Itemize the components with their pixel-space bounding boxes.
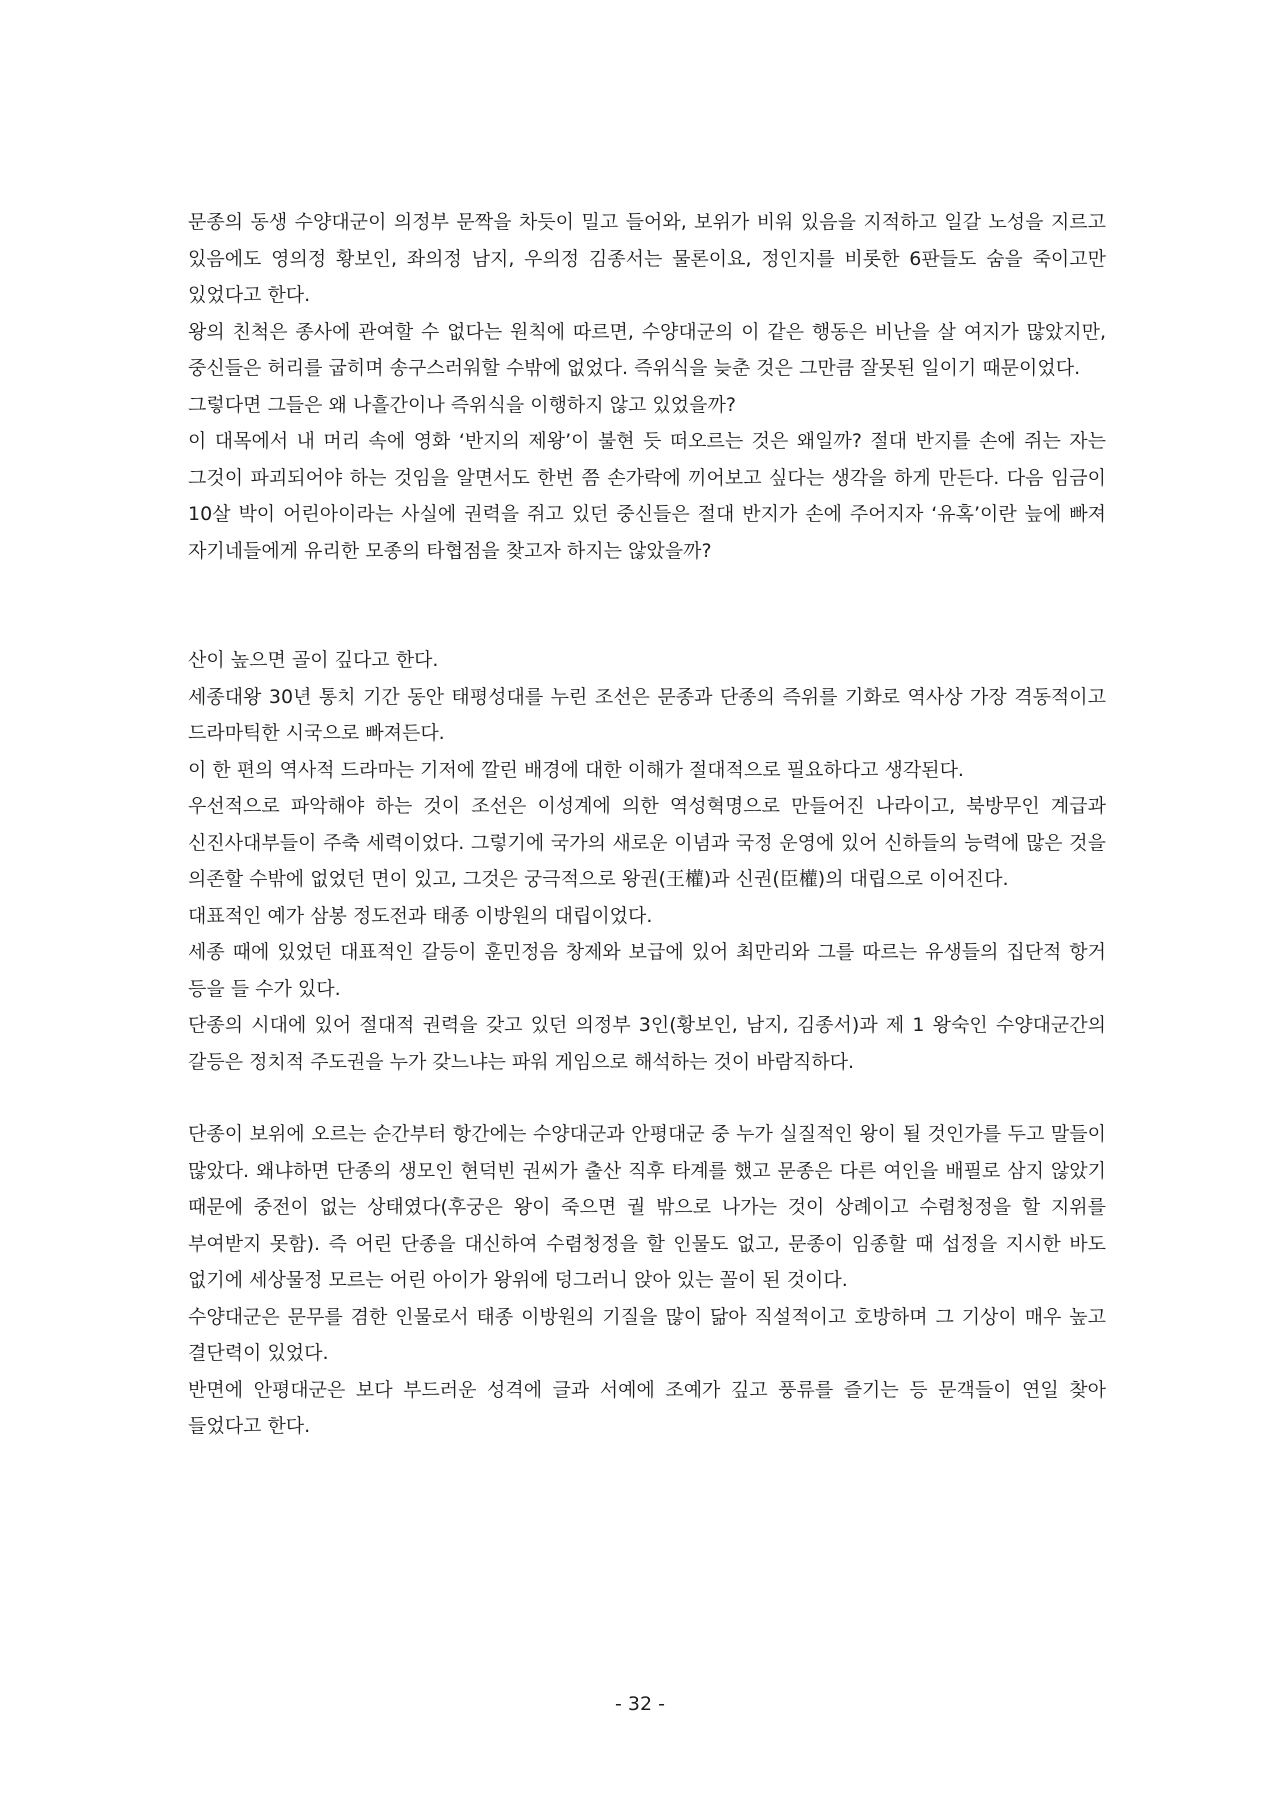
paragraph: 대표적인 예가 삼봉 정도전과 태종 이방원의 대립이었다.	[188, 904, 653, 927]
paragraph: 세종 때에 있었던 대표적인 갈등이 훈민정음 창제와 보급에 있어 최만리와 그를 따르는 유생들의 집단적 항거 등을 들 수가 있다.	[188, 941, 1106, 1000]
paragraph: 반면에 안평대군은 보다 부드러운 성격에 글과 서예에 조예가 깊고 풍류를 즐기는 등 문객들이 연일 찾아 들었다고 한다.	[188, 1378, 1106, 1437]
paragraph: 그렇다면 그들은 왜 나흘간이나 즉위식을 이행하지 않고 있었을까?	[188, 393, 736, 416]
paragraph: 세종대왕 30년 통치 기간 동안 태평성대를 누린 조선은 문종과 단종의 즉위를 기화로 역사상 가장 격동적이고 드라마틱한 시국으로 빠져든다.	[188, 685, 1106, 744]
paragraph: 수양대군은 문무를 겸한 인물로서 태종 이방원의 기질을 많이 닮아 직설적이고 호방하며 그 기상이 매우 높고 결단력이 있었다.	[188, 1305, 1106, 1364]
paragraph: 이 한 편의 역사적 드라마는 기저에 깔린 배경에 대한 이해가 절대적으로 필요하다고 생각된다.	[188, 758, 964, 781]
page-number: - 32 -	[615, 1693, 665, 1715]
paragraph: 우선적으로 파악해야 하는 것이 조선은 이성계에 의한 역성혁명으로 만들어진 나라이고, 북방무인 계급과 신진사대부들이 주축 세력이었다. 그렇기에 국가의 새로운 이념과 국정 운영에 있어 신하들의 능력에 많은 것을 의존할 수밖에 없었던 면이 있고, 그것은 궁극적으로 왕권(王權)과 신권(臣權)의 대립으로 이어진다.	[188, 795, 1106, 890]
paragraph: 왕의 친척은 종사에 관여할 수 없다는 원칙에 따르면, 수양대군의 이 같은 행동은 비난을 살 여지가 많았지만, 중신들은 허리를 굽히며 송구스러워할 수밖에 없었다. 즉위식을 늦춘 것은 그만큼 잘못된 일이기 때문이었다.	[188, 320, 1106, 379]
paragraph: 문종의 동생 수양대군이 의정부 문짝을 차듯이 밀고 들어와, 보위가 비워 있음을 지적하고 일갈 노성을 지르고 있음에도 영의정 황보인, 좌의정 남지, 우의정 김종서는 물론이요, 정인지를 비롯한 6판들도 숨을 죽이고만 있었다고 한다.	[188, 211, 1106, 306]
paragraph: 단종의 시대에 있어 절대적 권력을 갖고 있던 의정부 3인(황보인, 남지, 김종서)과 제 1 왕숙인 수양대군간의 갈등은 정치적 주도권을 누가 갖느냐는 파워 게임으로 해석하는 것이 바람직하다.	[188, 1014, 1106, 1073]
section-spacer	[188, 1080, 1106, 1116]
paragraph: 이 대목에서 내 머리 속에 영화 ‘반지의 제왕’이 불현 듯 떠오르는 것은 왜일까? 절대 반지를 손에 쥐는 자는 그것이 파괴되어야 하는 것임을 알면서도 한번 쯤 손가락에 끼어보고 싶다는 생각을 하게 만든다. 다음 임금이 10살 박이 어린아이라는 사실에 권력을 쥐고 있던 중신들은 절대 반지가 손에 주어지자 ‘유혹’이란 늪에 빠져 자기네들에게 유리한 모종의 타협점을 찾고자 하지는 않았을까?	[188, 430, 1106, 562]
section-spacer	[188, 569, 1106, 642]
paragraph: 산이 높으면 골이 깊다고 한다.	[188, 649, 439, 671]
body-text	[188, 204, 1106, 1445]
paragraph: 단종이 보위에 오르는 순간부터 항간에는 수양대군과 안평대군 중 누가 실질적인 왕이 될 것인가를 두고 말들이 많았다. 왜냐하면 단종의 생모인 현덕빈 권씨가 출산 직후 타계를 했고 문종은 다른 여인을 배필로 삼지 않았기 때문에 중전이 없는 상태였다(후궁은 왕이 죽으면 궐 밖으로 나가는 것이 상례이고 수렴청정을 할 지위를 부여받지 못함). 즉 어린 단종을 대신하여 수렴청정을 할 인물도 없고, 문종이 임종할 때 섭정을 지시한 바도 없기에 세상물정 모르는 어린 아이가 왕위에 덩그러니 앉아 있는 꼴이 된 것이다.	[188, 1123, 1106, 1291]
